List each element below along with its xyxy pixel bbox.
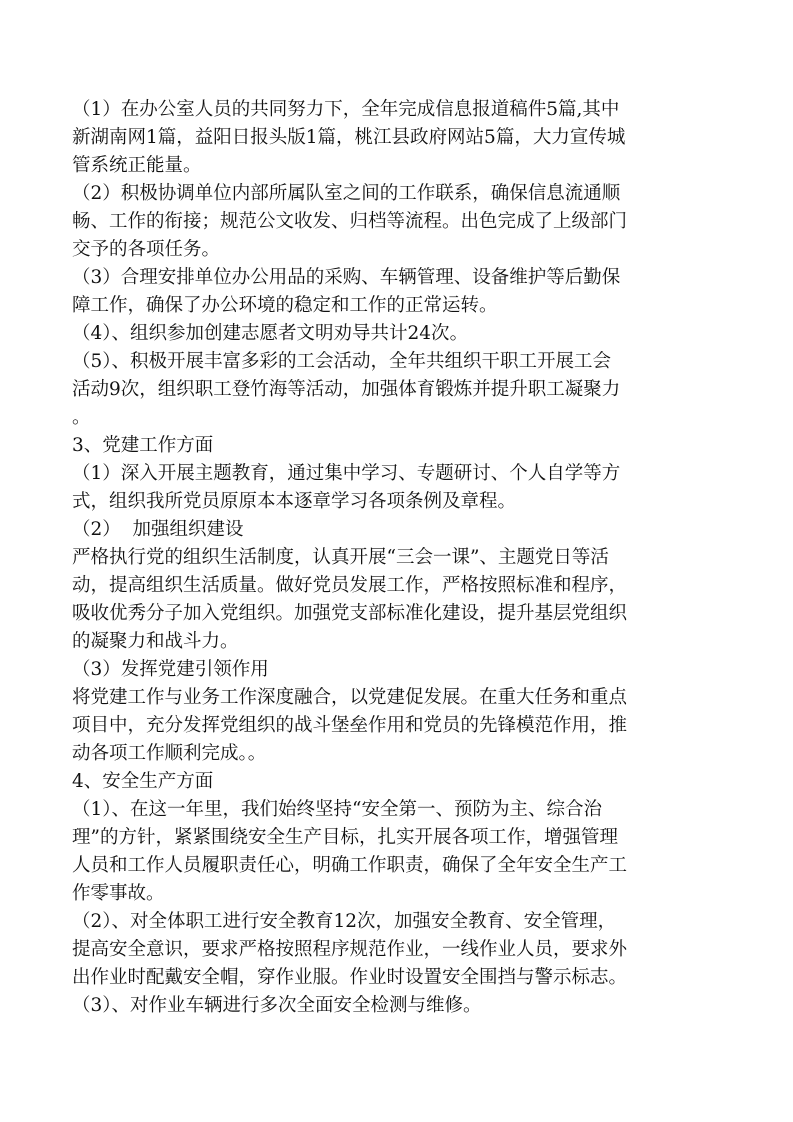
text-line: 作零事故。 — [72, 883, 165, 904]
text-line: （1）深入开展主题教育，通过集中学习、专题研讨、个人自学等方 — [72, 463, 621, 484]
text-line: （2）积极协调单位内部所属队室之间的工作联系，确保信息流通顺 — [72, 183, 621, 204]
text-line: （1）、在这一年里，我们始终坚持“安全第一、预防为主、综合治 — [72, 799, 602, 820]
subsection-heading: （3）发挥党建引领作用 — [72, 659, 269, 680]
section-heading: 3、党建工作方面 — [72, 435, 214, 456]
text-line: （3）合理安排单位办公用品的采购、车辆管理、设备维护等后勤保 — [72, 267, 621, 288]
text-line: 提高安全意识，要求严格按照程序规范作业，一线作业人员，要求外 — [72, 939, 628, 960]
text-line: 活动9次，组织职工登竹海等活动，加强体育锻炼并提升职工凝聚力 — [72, 379, 621, 400]
text-line: 动，提高组织生活质量。做好党员发展工作，严格按照标准和程序， — [72, 575, 628, 596]
text-line: 障工作，确保了办公环境的稳定和工作的正常运转。 — [72, 295, 498, 316]
subsection-heading: （2） 加强组织建设 — [72, 519, 244, 540]
text-line: 新湖南网1篇，益阳日报头版1篇，桃江县政府网站5篇，大力宣传城 — [72, 127, 626, 148]
text-line: 的凝聚力和战斗力。 — [72, 631, 239, 652]
document-body — [72, 96, 712, 1020]
text-line: 将党建工作与业务工作深度融合，以党建促发展。在重大任务和重点 — [72, 687, 628, 708]
text-line: 项目中，充分发挥党组织的战斗堡垒作用和党员的先锋模范作用，推 — [72, 715, 628, 736]
text-line: 。 — [72, 407, 91, 428]
text-line: （1）在办公室人员的共同努力下，全年完成信息报道稿件5篇,其中 — [72, 99, 620, 120]
text-line: 畅、工作的衔接；规范公文收发、归档等流程。出色完成了上级部门 — [72, 211, 628, 232]
text-line: （4）、组织参加创建志愿者文明劝导共计24次。 — [72, 323, 469, 344]
text-line: （3）、对作业车辆进行多次全面安全检测与维修。 — [72, 995, 482, 1016]
text-line: 理”的方针，紧紧围绕安全生产目标，扎实开展各项工作，增强管理 — [72, 827, 618, 848]
text-line: 式，组织我所党员原原本本逐章学习各项条例及章程。 — [72, 491, 517, 512]
text-line: （5）、积极开展丰富多彩的工会活动，全年共组织干职工开展工会 — [72, 351, 612, 372]
text-line: 动各项工作顺利完成。。 — [72, 743, 267, 764]
text-line: 人员和工作人员履职责任心，明确工作职责，确保了全年安全生产工 — [72, 855, 628, 876]
text-line: （2）、对全体职工进行安全教育12次，加强安全教育、安全管理， — [72, 911, 617, 932]
text-line: 管系统正能量。 — [72, 155, 202, 176]
text-line: 交予的各项任务。 — [72, 239, 221, 260]
text-line: 严格执行党的组织生活制度，认真开展“三会一课”、主题党日等活 — [72, 547, 609, 568]
section-heading: 4、安全生产方面 — [72, 771, 214, 792]
text-line: 吸收优秀分子加入党组织。加强党支部标准化建设，提升基层党组织 — [72, 603, 628, 624]
text-line: 出作业时配戴安全帽，穿作业服。作业时设置安全围挡与警示标志。 — [72, 967, 628, 988]
